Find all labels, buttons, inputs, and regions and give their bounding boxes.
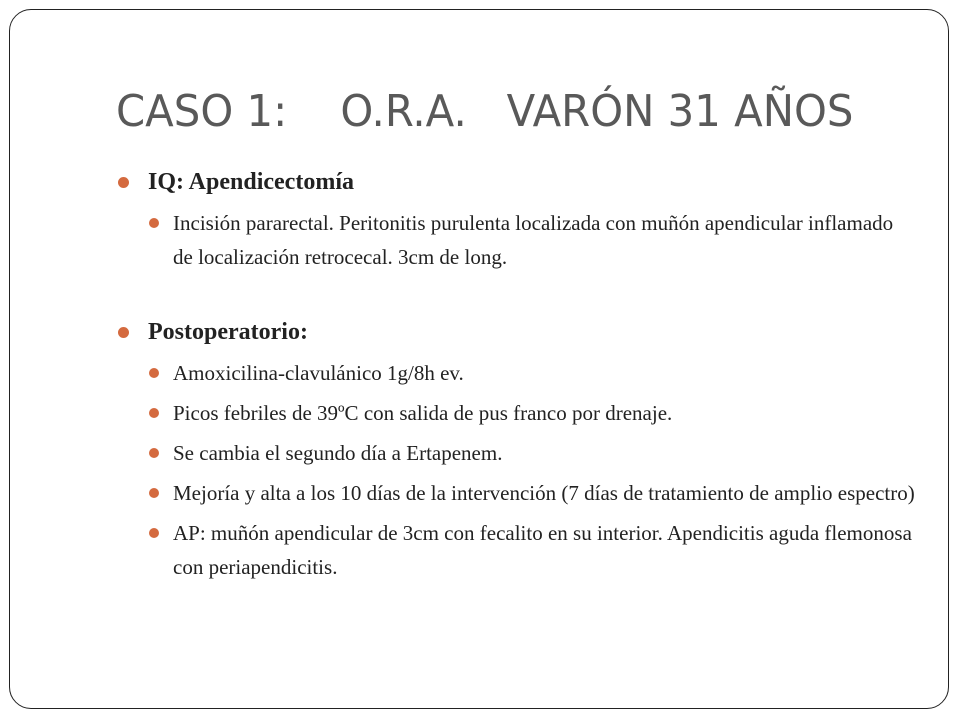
slide-content [116,165,916,584]
bullet-heading-iq [116,165,916,199]
sub-bullet-discharge [116,476,916,510]
bullet-dot-icon [149,408,159,418]
bullet-dot-icon [149,528,159,538]
sub-bullet-antibiotic [116,356,916,390]
sub-bullet-pathology [116,516,916,584]
sub-bullet-text: AP: muñón apendicular de 3cm con fecalito en su interior. Apendicitis aguda flemonosa con periapendicitis. [173,521,912,579]
sub-bullet-ertapenem [116,436,916,470]
sub-bullet-text: Mejoría y alta a los 10 días de la intervención (7 días de tratamiento de amplio espectro) [173,481,915,505]
sub-bullet-incision [116,206,916,274]
bullet-dot-icon [149,448,159,458]
bullet-dot-icon [149,218,159,228]
sub-bullet-text: Se cambia el segundo día a Ertapenem. [173,441,503,465]
heading-text: IQ: Apendicectomía [148,169,354,195]
slide-frame [9,9,949,709]
bullet-dot-icon [149,488,159,498]
bullet-heading-postoperatorio [116,315,916,349]
slide-title: CASO 1: O.R.A. VARÓN 31 AÑOS [116,86,854,137]
bullet-dot-icon [118,327,129,338]
bullet-dot-icon [118,177,129,188]
sub-bullet-text: Amoxicilina-clavulánico 1g/8h ev. [173,361,464,385]
sub-bullet-fever [116,396,916,430]
sub-bullet-text: Incisión pararectal. Peritonitis purulenta localizada con muñón apendicular inflamado de localización retrocecal. 3cm de long. [173,211,894,269]
sub-bullet-text: Picos febriles de 39ºC con salida de pus franco por drenaje. [173,401,673,425]
heading-text: Postoperatorio: [148,319,308,345]
bullet-dot-icon [149,368,159,378]
